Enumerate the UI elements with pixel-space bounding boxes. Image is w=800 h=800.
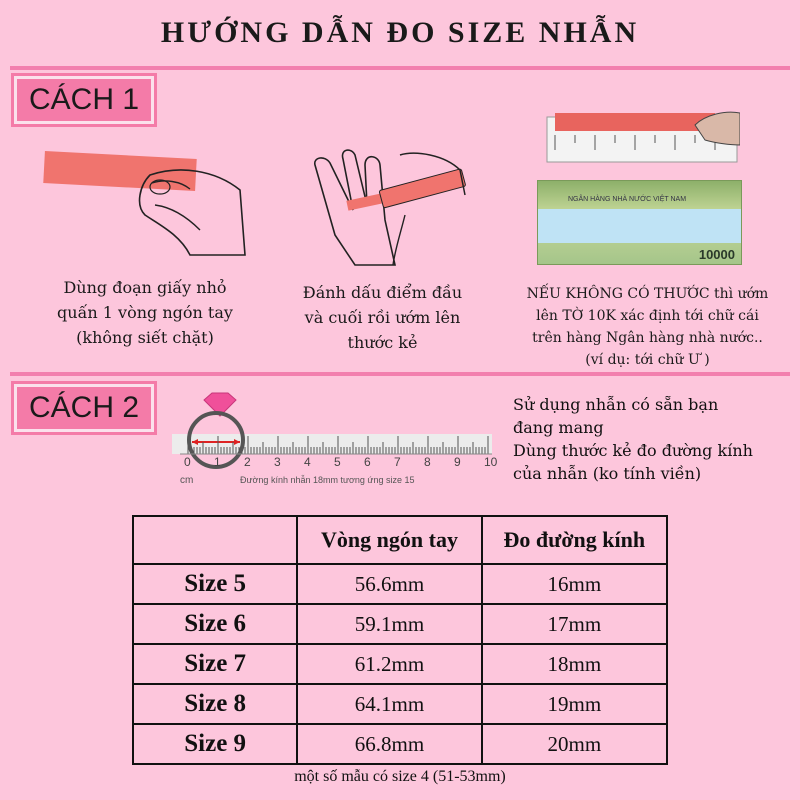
ruler-tick-label: 8 xyxy=(424,455,431,469)
banknote-illustration xyxy=(537,180,742,265)
ruler-tick-label: 4 xyxy=(304,455,311,469)
circumference-cell: 56.6mm xyxy=(297,564,481,604)
step2-line: thước kẻ xyxy=(347,333,418,352)
method2-line: Dùng thước kẻ đo đường kính xyxy=(513,441,753,460)
method2-badge: CÁCH 2 xyxy=(14,384,154,432)
table-row xyxy=(133,604,667,644)
circumference-cell: 66.8mm xyxy=(297,724,481,764)
ruler-labels xyxy=(170,455,500,475)
diameter-cell: 17mm xyxy=(482,604,667,644)
table-row xyxy=(133,564,667,604)
ruler-tick-label: 7 xyxy=(394,455,401,469)
banknote-band xyxy=(538,209,742,243)
step2-caption xyxy=(270,280,495,355)
step1-line: quấn 1 vòng ngón tay xyxy=(57,303,233,322)
method2-line: Sử dụng nhẫn có sẵn bạn xyxy=(513,395,719,414)
step3-line: trên hàng Ngân hàng nhà nước.. xyxy=(532,330,763,346)
step3-line: lên TỜ 10K xác định tới chữ cái xyxy=(536,308,759,324)
size-cell: Size 6 xyxy=(133,604,297,644)
size-cell: Size 8 xyxy=(133,684,297,724)
step1-line: (không siết chặt) xyxy=(76,328,214,347)
table-header-row xyxy=(133,516,667,564)
title-divider xyxy=(10,66,790,70)
method2-line: của nhẫn (ko tính viền) xyxy=(513,464,702,483)
method2-description xyxy=(513,393,798,485)
step1-line: Dùng đoạn giấy nhỏ xyxy=(63,278,227,297)
ruler-tick-label: 0 xyxy=(184,455,191,469)
table-header-cell xyxy=(133,516,297,564)
ruler-strip-illustration xyxy=(545,105,740,165)
circumference-cell: 61.2mm xyxy=(297,644,481,684)
ruler-tick-label: 6 xyxy=(364,455,371,469)
finger-marking-illustration xyxy=(285,125,485,270)
step1-caption xyxy=(20,275,270,350)
ruler-tick-label: 1 xyxy=(214,455,221,469)
circumference-cell: 64.1mm xyxy=(297,684,481,724)
table-row xyxy=(133,724,667,764)
ruler-tick-label: 5 xyxy=(334,455,341,469)
step3-line: (ví dụ: tới chữ Ư ) xyxy=(585,352,710,368)
page-title: HƯỚNG DẪN ĐO SIZE NHẪN xyxy=(160,16,640,49)
paper-strip-illustration xyxy=(40,145,250,260)
diameter-cell: 19mm xyxy=(482,684,667,724)
table-header-cell: Vòng ngón tay xyxy=(297,516,481,564)
ruler-caption: Đường kính nhẫn 18mm tương ứng size 15 xyxy=(240,475,415,485)
step3-line: NẾU KHÔNG CÓ THƯỚC thì ướm xyxy=(526,286,769,302)
table-row xyxy=(133,684,667,724)
step3-caption xyxy=(500,283,795,371)
ruler-tick-label: 3 xyxy=(274,455,281,469)
size-cell: Size 9 xyxy=(133,724,297,764)
banknote-value: 10000 xyxy=(698,247,735,262)
table-header-cell: Đo đường kính xyxy=(482,516,667,564)
method2-line: đang mang xyxy=(513,418,604,437)
ruler-unit: cm xyxy=(180,475,194,486)
footnote: một số mẫu có size 4 (51-53mm) xyxy=(294,768,506,785)
size-cell: Size 7 xyxy=(133,644,297,684)
ruler-tick-label: 2 xyxy=(244,455,251,469)
method-divider xyxy=(10,372,790,376)
circumference-cell: 59.1mm xyxy=(297,604,481,644)
banknote-text: NGÂN HÀNG NHÀ NƯỚC VIỆT NAM xyxy=(568,196,687,203)
ruler-tick-label: 10 xyxy=(484,455,498,469)
diameter-cell: 16mm xyxy=(482,564,667,604)
step2-line: và cuối rồi ướm lên xyxy=(304,308,461,327)
diameter-cell: 20mm xyxy=(482,724,667,764)
method1-badge: CÁCH 1 xyxy=(14,76,154,124)
diameter-cell: 18mm xyxy=(482,644,667,684)
table-row xyxy=(133,644,667,684)
size-table xyxy=(132,515,668,765)
ruler-tick-label: 9 xyxy=(454,455,461,469)
size-cell: Size 5 xyxy=(133,564,297,604)
step2-line: Đánh dấu điểm đầu xyxy=(302,283,463,302)
